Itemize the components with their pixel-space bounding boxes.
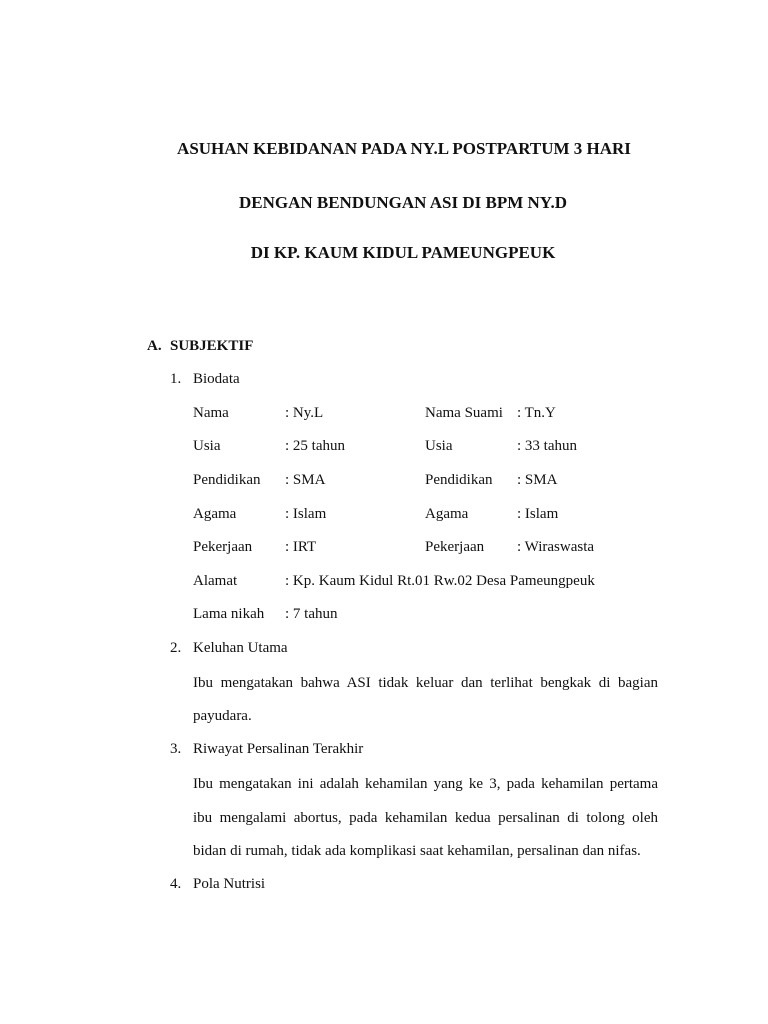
item-number: 1. — [170, 371, 182, 387]
field-label: Nama Suami — [425, 405, 503, 421]
field-label: Pekerjaan — [193, 539, 253, 555]
field-value: : 25 tahun — [285, 438, 345, 454]
riwayat-text-line-2: ibu mengalami abortus, pada kehamilan kedua persalinan di tolong oleh — [193, 810, 658, 826]
item-number: 3. — [170, 741, 182, 757]
field-value: : 7 tahun — [285, 606, 338, 622]
item-number: 2. — [170, 640, 182, 656]
document-title-line-2: DENGAN BENDUNGAN ASI DI BPM NY.D — [238, 193, 568, 212]
field-label: Pendidikan — [193, 472, 261, 488]
keluhan-text-line-1: Ibu mengatakan bahwa ASI tidak keluar dan terlihat bengkak di bagian — [193, 675, 658, 691]
biodata-heading: Biodata — [193, 371, 240, 387]
field-value: : Tn.Y — [517, 405, 556, 421]
field-label: Lama nikah — [193, 606, 265, 622]
field-label: Agama — [425, 506, 469, 522]
keluhan-heading: Keluhan Utama — [193, 640, 288, 656]
field-value: : Ny.L — [285, 405, 324, 421]
field-value: : 33 tahun — [517, 438, 577, 454]
field-value: : Islam — [517, 506, 559, 522]
riwayat-text-line-3: bidan di rumah, tidak ada komplikasi saat kehamilan, persalinan dan nifas. — [193, 843, 641, 859]
riwayat-text-line-1: Ibu mengatakan ini adalah kehamilan yang ke 3, pada kehamilan pertama — [193, 776, 658, 792]
field-value: : Islam — [285, 506, 327, 522]
field-label: Agama — [193, 506, 237, 522]
keluhan-text-line-2: payudara. — [193, 708, 252, 724]
field-label: Pekerjaan — [425, 539, 485, 555]
section-a-marker: A. — [147, 338, 162, 354]
field-value: : Wiraswasta — [517, 539, 595, 555]
document-title-line-1: ASUHAN KEBIDANAN PADA NY.L POSTPARTUM 3 HARI — [177, 139, 631, 158]
nutrisi-heading: Pola Nutrisi — [193, 876, 266, 892]
item-number: 4. — [170, 876, 182, 892]
field-label: Nama — [193, 405, 229, 421]
document-title-line-3: DI KP. KAUM KIDUL PAMEUNGPEUK — [250, 243, 556, 262]
field-value: : SMA — [285, 472, 326, 488]
riwayat-heading: Riwayat Persalinan Terakhir — [193, 741, 364, 757]
field-label: Usia — [193, 438, 221, 454]
field-label: Usia — [425, 438, 453, 454]
field-label: Pendidikan — [425, 472, 493, 488]
field-value: : IRT — [285, 539, 317, 555]
field-value: : SMA — [517, 472, 558, 488]
section-a-title: SUBJEKTIF — [170, 338, 254, 354]
field-value: : Kp. Kaum Kidul Rt.01 Rw.02 Desa Pameungpeuk — [285, 573, 595, 589]
field-label: Alamat — [193, 573, 238, 589]
